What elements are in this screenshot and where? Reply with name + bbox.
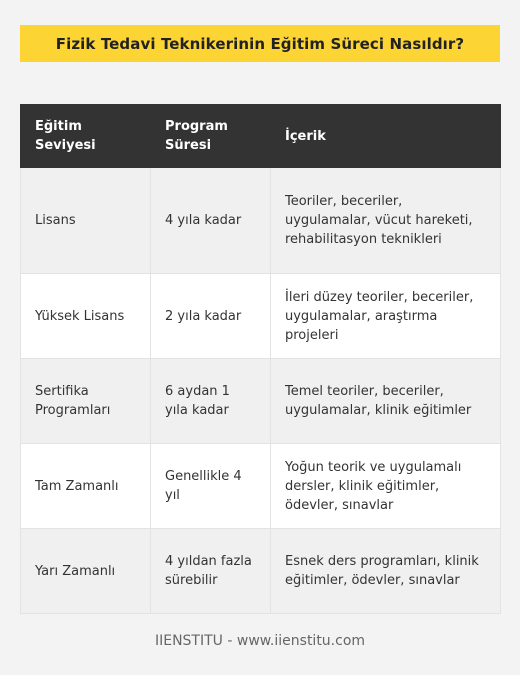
table-header xyxy=(21,105,501,168)
header-row xyxy=(21,105,501,168)
cell-education-level: Yarı Zamanlı xyxy=(21,529,151,614)
cell-program-duration: 4 yıldan fazla sürebilir xyxy=(151,529,271,614)
cell-education-level: Lisans xyxy=(21,168,151,274)
cell-content: Esnek ders programları, klinik eğitimler, ödevler, sınavlar xyxy=(271,529,501,614)
cell-education-level: Yüksek Lisans xyxy=(21,274,151,359)
cell-content: Temel teoriler, beceriler, uygulamalar, klinik eğitimler xyxy=(271,359,501,444)
cell-program-duration: Genellikle 4 yıl xyxy=(151,444,271,529)
table-row xyxy=(21,359,501,444)
table-row xyxy=(21,444,501,529)
table-body xyxy=(21,168,501,614)
table-row xyxy=(21,274,501,359)
footer-credit: IIENSTITU - www.iienstitu.com xyxy=(154,633,366,649)
cell-content: Yoğun teorik ve uygulamalı dersler, klinik eğitimler, ödevler, sınavlar xyxy=(271,444,501,529)
table-row xyxy=(21,168,501,274)
cell-program-duration: 2 yıla kadar xyxy=(151,274,271,359)
cell-education-level: Sertifika Programları xyxy=(21,359,151,444)
page-title: Fizik Tedavi Teknikerinin Eğitim Süreci Nasıldır? xyxy=(55,34,465,53)
header-program-duration: Program Süresi xyxy=(151,105,271,168)
title-banner xyxy=(20,25,500,62)
table-row xyxy=(21,529,501,614)
cell-content: Teoriler, beceriler, uygulamalar, vücut hareketi, rehabilitasyon teknikleri xyxy=(271,168,501,274)
education-table xyxy=(20,104,501,614)
cell-program-duration: 6 aydan 1 yıla kadar xyxy=(151,359,271,444)
cell-content: İleri düzey teoriler, beceriler, uygulamalar, araştırma projeleri xyxy=(271,274,501,359)
cell-program-duration: 4 yıla kadar xyxy=(151,168,271,274)
header-content: İçerik xyxy=(271,105,501,168)
header-education-level: Eğitim Seviyesi xyxy=(21,105,151,168)
cell-education-level: Tam Zamanlı xyxy=(21,444,151,529)
